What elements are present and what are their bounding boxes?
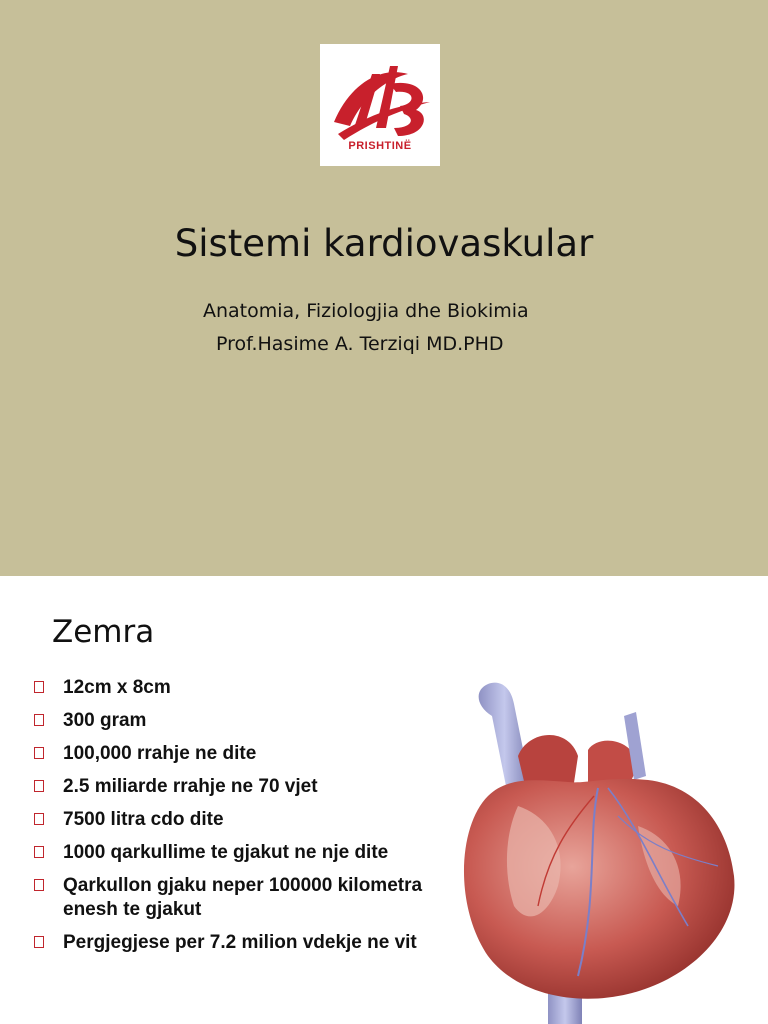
list-item bbox=[34, 775, 434, 799]
bullet-text: 100,000 rrahje ne dite bbox=[63, 743, 257, 764]
bullet-icon bbox=[34, 846, 44, 858]
bullet-icon bbox=[34, 780, 44, 792]
slide-title: Sistemi kardiovaskular bbox=[174, 222, 594, 265]
bullet-icon bbox=[34, 681, 44, 693]
list-item bbox=[34, 841, 434, 865]
list-item bbox=[34, 931, 434, 955]
bullet-text: Qarkullon gjaku neper 100000 kilometra enesh te gjakut bbox=[63, 875, 423, 920]
bullet-icon bbox=[34, 813, 44, 825]
list-item bbox=[34, 874, 434, 922]
list-item bbox=[34, 742, 434, 766]
bullet-text: 7500 litra cdo dite bbox=[63, 809, 224, 830]
list-item bbox=[34, 709, 434, 733]
bullet-text: 12cm x 8cm bbox=[63, 677, 171, 698]
content-slide bbox=[0, 576, 768, 1024]
bullet-text: Pergjegjese per 7.2 milion vdekje ne vit bbox=[63, 932, 417, 953]
subtitle-course: Anatomia, Fiziologjia dhe Biokimia bbox=[203, 300, 529, 322]
bullet-text: 2.5 miliarde rrahje ne 70 vjet bbox=[63, 776, 318, 797]
subtitle-author: Prof.Hasime A. Terziqi MD.PHD bbox=[216, 333, 504, 355]
bullet-icon bbox=[34, 747, 44, 759]
list-item bbox=[34, 808, 434, 832]
bullet-icon bbox=[34, 714, 44, 726]
list-item bbox=[34, 676, 434, 700]
bullet-text: 1000 qarkullime te gjakut ne nje dite bbox=[63, 842, 389, 863]
bullet-list bbox=[34, 676, 434, 964]
bullet-icon bbox=[34, 936, 44, 948]
logo-text: PRISHTINË bbox=[348, 140, 412, 152]
bullet-icon bbox=[34, 879, 44, 891]
slide-heading: Zemra bbox=[52, 614, 155, 650]
bullet-text: 300 gram bbox=[63, 710, 147, 731]
university-logo bbox=[320, 44, 440, 166]
heart-illustration bbox=[448, 676, 744, 1024]
